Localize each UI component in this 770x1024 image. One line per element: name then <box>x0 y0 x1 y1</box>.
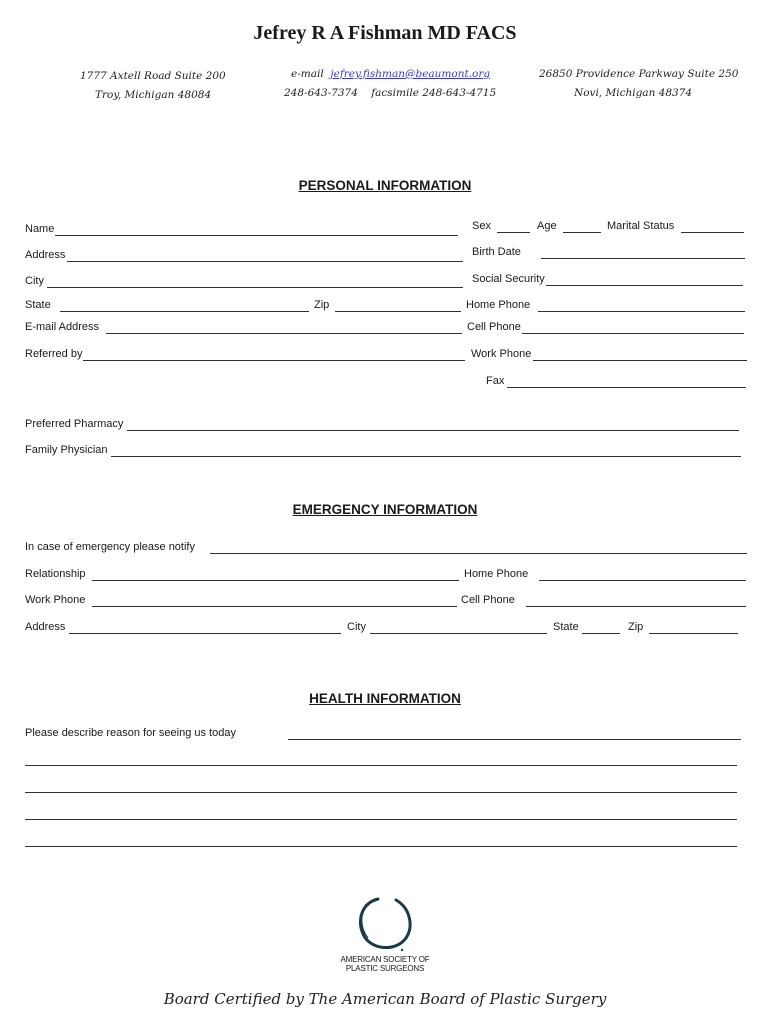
emergency-cell-phone-label: Cell Phone <box>461 594 515 606</box>
office1-address-line2: Troy, Michigan 48084 <box>95 89 212 101</box>
cell-phone-label: Cell Phone <box>467 321 521 333</box>
fax-label: Fax <box>486 375 505 387</box>
emergency-address-field[interactable] <box>69 633 341 634</box>
personal-info-heading: PERSONAL INFORMATION <box>298 178 472 193</box>
zip-label: Zip <box>314 299 330 311</box>
phone-number: 248-643-7374 <box>284 87 358 99</box>
marital-status-field[interactable] <box>681 232 744 233</box>
emergency-address-label: Address <box>25 621 66 633</box>
reason-line-5[interactable] <box>25 846 737 847</box>
marital-status-label: Marital Status <box>607 220 675 232</box>
work-phone-label: Work Phone <box>471 348 532 360</box>
state-label: State <box>25 299 51 311</box>
preferred-pharmacy-label: Preferred Pharmacy <box>25 418 124 430</box>
email-line <box>291 68 490 80</box>
family-physician-field[interactable] <box>111 456 741 457</box>
referred-by-field[interactable] <box>83 360 465 361</box>
work-phone-field[interactable] <box>533 360 747 361</box>
phone-line <box>284 87 496 99</box>
emergency-zip-field[interactable] <box>649 633 738 634</box>
relationship-field[interactable] <box>92 580 459 581</box>
health-info-heading: HEALTH INFORMATION <box>309 691 461 706</box>
address-field[interactable] <box>67 261 463 262</box>
asps-logo-icon <box>352 894 416 954</box>
family-physician-label: Family Physician <box>25 444 108 456</box>
city-label: City <box>25 275 44 287</box>
sex-field[interactable] <box>497 232 530 233</box>
reason-line-2[interactable] <box>25 765 737 766</box>
emergency-state-field[interactable] <box>582 633 620 634</box>
email-link[interactable]: jefrey.fishman@beaumont.org <box>330 68 491 80</box>
state-field[interactable] <box>60 311 309 312</box>
reason-line-4[interactable] <box>25 819 737 820</box>
board-certification-footer: Board Certified by The American Board of Plastic Surgery <box>163 990 607 1008</box>
email-address-field[interactable] <box>106 333 462 334</box>
emergency-zip-label: Zip <box>628 621 644 633</box>
emergency-work-phone-field[interactable] <box>92 606 457 607</box>
sex-label: Sex <box>472 220 491 232</box>
emergency-info-heading: EMERGENCY INFORMATION <box>292 502 478 517</box>
birth-date-label: Birth Date <box>472 246 521 258</box>
emergency-cell-phone-field[interactable] <box>526 606 746 607</box>
emergency-home-phone-label: Home Phone <box>464 568 529 580</box>
home-phone-field[interactable] <box>538 311 745 312</box>
city-field[interactable] <box>47 287 463 288</box>
age-label: Age <box>537 220 557 232</box>
emergency-state-label: State <box>553 621 579 633</box>
emergency-notify-field[interactable] <box>210 553 747 554</box>
referred-by-label: Referred by <box>25 348 83 360</box>
emergency-city-field[interactable] <box>370 633 547 634</box>
social-security-label: Social Security <box>472 273 545 285</box>
relationship-label: Relationship <box>25 568 86 580</box>
age-field[interactable] <box>563 232 601 233</box>
cell-phone-field[interactable] <box>522 333 744 334</box>
doctor-name-title: Jefrey R A Fishman MD FACS <box>253 22 517 44</box>
reason-for-visit-field[interactable] <box>288 739 741 740</box>
emergency-city-label: City <box>347 621 366 633</box>
name-label: Name <box>25 223 55 235</box>
emergency-notify-label: In case of emergency please notify <box>25 541 195 553</box>
address-label: Address <box>25 249 66 261</box>
email-label: e-mail <box>291 68 324 80</box>
birth-date-field[interactable] <box>541 258 745 259</box>
zip-field[interactable] <box>335 311 461 312</box>
office1-address-line1: 1777 Axtell Road Suite 200 <box>80 70 226 82</box>
emergency-home-phone-field[interactable] <box>539 580 746 581</box>
logo-line1: AMERICAN SOCIETY OF <box>340 955 430 964</box>
reason-line-3[interactable] <box>25 792 737 793</box>
reason-for-visit-label: Please describe reason for seeing us today <box>25 727 236 739</box>
home-phone-label: Home Phone <box>466 299 531 311</box>
name-field[interactable] <box>55 235 458 236</box>
fax-number: facsimile 248-643-4715 <box>371 87 497 99</box>
fax-field[interactable] <box>507 387 746 388</box>
preferred-pharmacy-field[interactable] <box>127 430 739 431</box>
asps-logo-text <box>335 955 435 973</box>
social-security-field[interactable] <box>546 285 743 286</box>
office2-address-line2: Novi, Michigan 48374 <box>574 87 693 99</box>
emergency-work-phone-label: Work Phone <box>25 594 86 606</box>
logo-line2: PLASTIC SURGEONS <box>345 964 425 973</box>
email-address-label: E-mail Address <box>25 321 99 333</box>
office2-address-line1: 26850 Providence Parkway Suite 250 <box>539 68 739 80</box>
